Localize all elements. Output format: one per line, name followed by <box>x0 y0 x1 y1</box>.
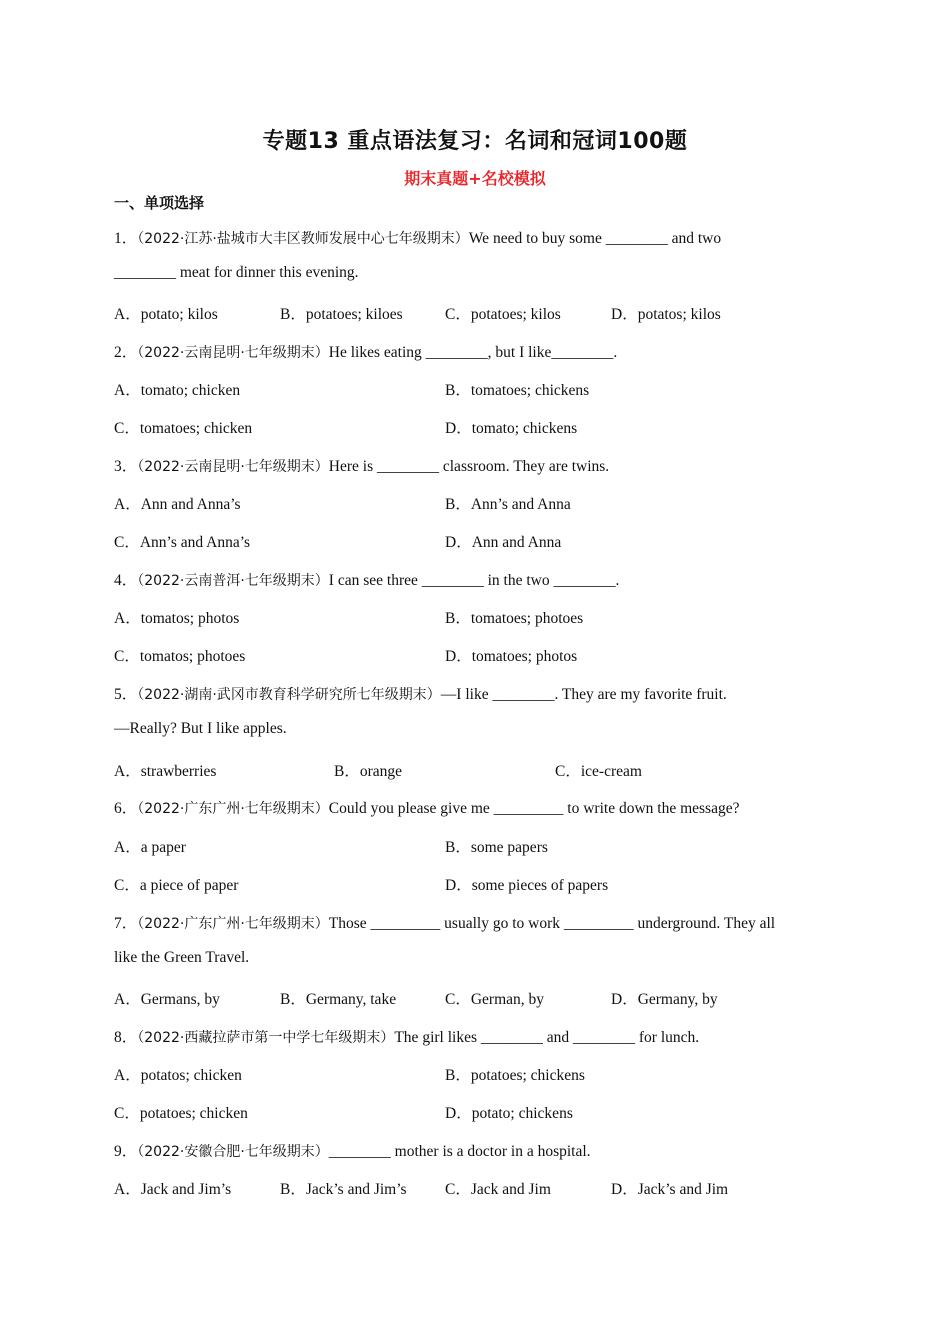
option-b: B．Jack’s and Jim’s <box>280 1181 407 1198</box>
question-source: （2022·云南昆明·七年级期末） <box>137 459 329 475</box>
option-d: D．tomatoes; photos <box>445 648 578 665</box>
option-c: C．potatoes; chicken <box>114 1105 248 1122</box>
option-c: C．Ann’s and Anna’s <box>114 534 251 551</box>
option-a: A．strawberries <box>114 763 217 780</box>
option-d: D．tomato; chickens <box>445 420 578 437</box>
question-1 <box>114 226 721 248</box>
option-a: A．potato; kilos <box>114 306 218 323</box>
question-9 <box>114 1139 591 1161</box>
question-4 <box>114 568 619 590</box>
option-b: B．orange <box>334 763 403 780</box>
option-d: D．Jack’s and Jim <box>611 1181 729 1198</box>
question-2 <box>114 340 617 362</box>
option-a: A．tomato; chicken <box>114 382 241 399</box>
question-6 <box>114 796 739 818</box>
option-c: C．tomatoes; chicken <box>114 420 253 437</box>
option-d: D．potatos; kilos <box>611 306 721 323</box>
option-b: B．some papers <box>445 839 548 856</box>
option-c: C．a piece of paper <box>114 877 239 894</box>
question-source: （2022·西藏拉萨市第一中学七年级期末） <box>137 1030 395 1046</box>
question-stem: Could you please give me _________ to write down the message? <box>328 800 740 817</box>
question-stem: ________ mother is a doctor in a hospital. <box>328 1143 591 1160</box>
page-title: 专题13 重点语法复习：名词和冠词100题 <box>262 129 688 154</box>
option-a: A．potatos; chicken <box>114 1067 242 1084</box>
option-d: D．potato; chickens <box>445 1105 573 1122</box>
question-stem-continued: ________ meat for dinner this evening. <box>114 264 359 281</box>
question-number: 9． <box>114 1143 138 1160</box>
question-stem: —I like ________. They are my favorite fruit. <box>440 686 727 703</box>
question-source: （2022·广东广州·七年级期末） <box>137 916 329 932</box>
option-b: B．tomatoes; photoes <box>445 610 584 627</box>
question-8 <box>114 1025 699 1047</box>
option-b: B．potatoes; chickens <box>445 1067 585 1084</box>
question-stem-continued: —Really? But I like apples. <box>114 720 287 737</box>
question-stem-continued: like the Green Travel. <box>114 949 250 966</box>
question-source: （2022·安徽合肥·七年级期末） <box>137 1144 329 1160</box>
question-stem: We need to buy some ________ and two <box>468 230 722 247</box>
section-heading: 一、单项选择 <box>114 194 205 212</box>
question-5 <box>114 682 727 704</box>
question-source: （2022·云南昆明·七年级期末） <box>137 345 329 361</box>
option-a: A．Jack and Jim’s <box>114 1181 232 1198</box>
option-d: D．some pieces of papers <box>445 877 609 894</box>
question-source: （2022·江苏·盐城市大丰区教师发展中心七年级期末） <box>137 231 469 247</box>
option-c: C．tomatos; photoes <box>114 648 246 665</box>
option-b: B．potatoes; kiloes <box>280 306 403 323</box>
question-stem: I can see three ________ in the two ________. <box>328 572 620 589</box>
question-source: （2022·云南普洱·七年级期末） <box>137 573 329 589</box>
option-b: B．tomatoes; chickens <box>445 382 590 399</box>
question-source: （2022·湖南·武冈市教育科学研究所七年级期末） <box>137 687 441 703</box>
option-d: D．Germany, by <box>611 991 718 1008</box>
question-number: 5． <box>114 686 138 703</box>
page-subtitle: 期末真题+名校模拟 <box>404 169 546 188</box>
option-b: B．Germany, take <box>280 991 397 1008</box>
question-source: （2022·广东广州·七年级期末） <box>137 801 329 817</box>
option-a: A．a paper <box>114 839 186 856</box>
option-c: C．Jack and Jim <box>445 1181 551 1198</box>
option-a: A．Ann and Anna’s <box>114 496 241 513</box>
question-stem: Those _________ usually go to work _________ underground. They all <box>328 915 776 932</box>
option-c: C．German, by <box>445 991 545 1008</box>
question-number: 3． <box>114 458 138 475</box>
option-a: A．tomatos; photos <box>114 610 240 627</box>
option-b: B．Ann’s and Anna <box>445 496 571 513</box>
option-c: C．ice-cream <box>555 763 642 780</box>
question-number: 1． <box>114 230 138 247</box>
question-number: 7． <box>114 915 138 932</box>
question-number: 8． <box>114 1029 138 1046</box>
question-stem: Here is ________ classroom. They are twins. <box>328 458 610 475</box>
question-stem: The girl likes ________ and ________ for lunch. <box>394 1029 700 1046</box>
option-a: A．Germans, by <box>114 991 220 1008</box>
question-number: 2． <box>114 344 138 361</box>
question-number: 6． <box>114 800 138 817</box>
question-7 <box>114 911 775 933</box>
option-c: C．potatoes; kilos <box>445 306 561 323</box>
question-stem: He likes eating ________, but I like________. <box>328 344 618 361</box>
option-d: D．Ann and Anna <box>445 534 562 551</box>
question-number: 4． <box>114 572 138 589</box>
question-3 <box>114 454 609 476</box>
